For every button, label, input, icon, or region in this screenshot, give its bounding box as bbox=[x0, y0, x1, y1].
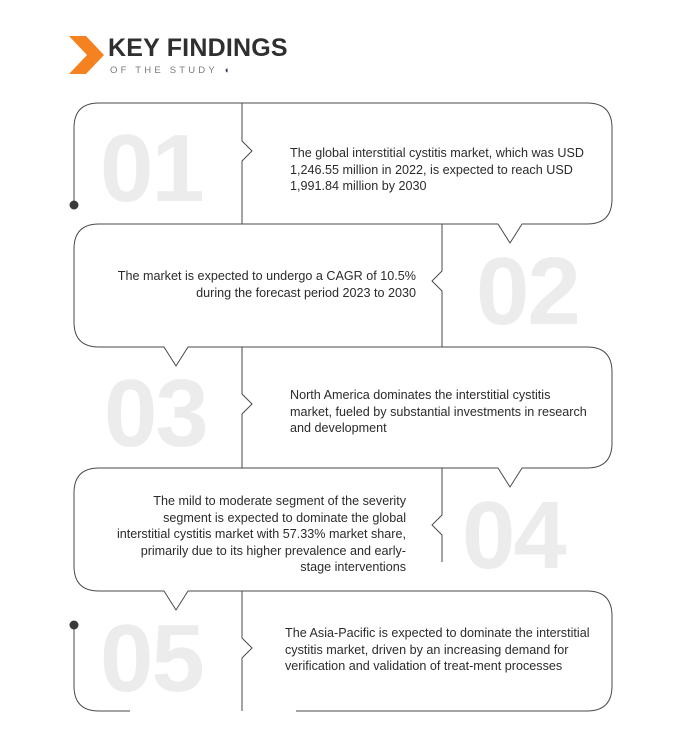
finding-number-05: 05 bbox=[100, 605, 203, 712]
subtitle-mark-icon: ◖ bbox=[223, 65, 230, 76]
page-title: KEY FINDINGS bbox=[108, 34, 288, 62]
finding-number-02: 02 bbox=[476, 238, 579, 345]
end-dot bbox=[70, 621, 79, 630]
divider-04 bbox=[432, 468, 442, 562]
finding-text-04: The mild to moderate segment of the severity segment is expected to dominate the global interstitial cystitis market with 57.33% market share, primarily due to its higher prevalence and early-stage interventions bbox=[116, 494, 406, 574]
finding-number-01: 01 bbox=[100, 115, 203, 222]
divider-01 bbox=[242, 103, 252, 224]
divider-05 bbox=[242, 591, 252, 711]
finding-text-03: North America dominates the interstitial cystitis market, fueled by substantial investments in research and development bbox=[290, 388, 587, 435]
finding-text-02: The market is expected to undergo a CAGR of 10.5% during the forecast period 2023 to 2030 bbox=[117, 269, 416, 300]
start-dot bbox=[70, 201, 79, 210]
finding-text-05: The Asia-Pacific is expected to dominate the interstitial cystitis market, driven by an increasing demand for verification and validation of treat-ment processes bbox=[285, 626, 590, 673]
subtitle-text: OF THE STUDY bbox=[110, 65, 218, 76]
orange-chevron-icon bbox=[69, 36, 104, 74]
divider-03 bbox=[242, 347, 252, 468]
finding-number-03: 03 bbox=[104, 360, 207, 467]
divider-02 bbox=[432, 224, 442, 347]
page-subtitle bbox=[110, 65, 229, 76]
finding-number-04: 04 bbox=[462, 482, 565, 589]
finding-text-01: The global interstitial cystitis market, which was USD 1,246.55 million in 2022, is expected to reach USD 1,991.84 million by 2030 bbox=[290, 146, 584, 193]
